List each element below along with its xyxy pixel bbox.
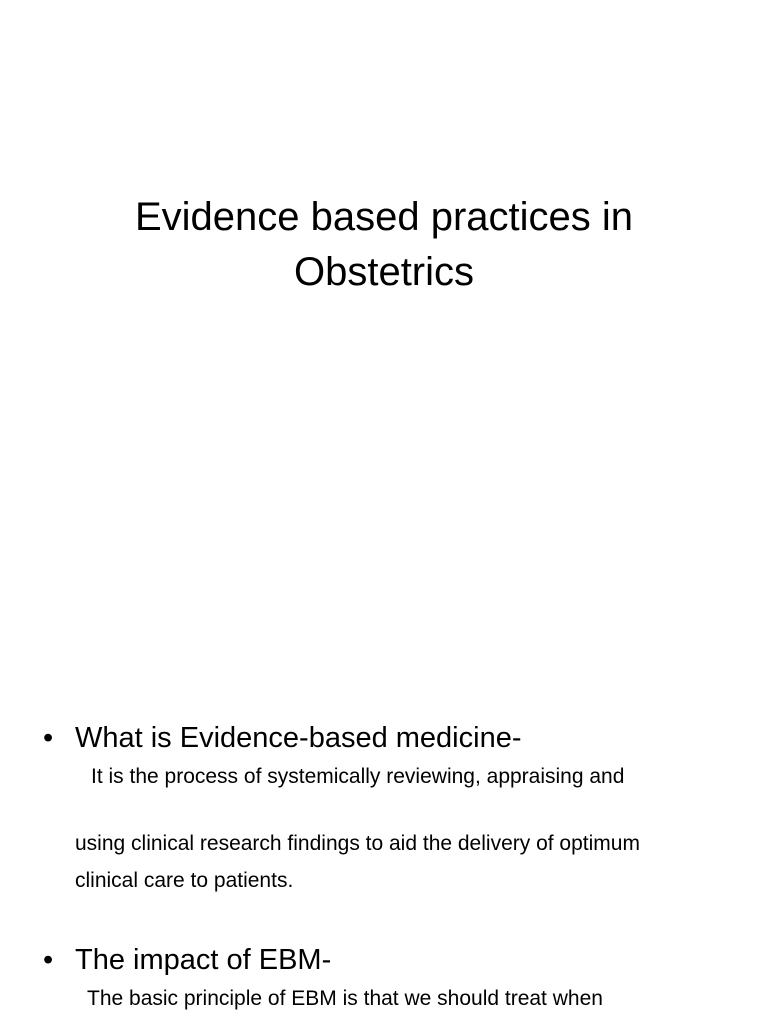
- bullet-heading: What is Evidence-based medicine-: [75, 722, 522, 754]
- body-text-line: It is the process of systemically reviewing, appraising and: [91, 765, 625, 788]
- body-text-line: The basic principle of EBM is that we should treat when: [87, 987, 603, 1010]
- slide-title-line-2: Obstetrics: [293, 250, 475, 294]
- body-text-line: using clinical research findings to aid the delivery of optimum: [75, 832, 640, 855]
- content-slide: [0, 700, 768, 1024]
- slide-title: [60, 190, 708, 300]
- slide-title-line-1: Evidence based practices in: [134, 195, 634, 239]
- bullet-icon: •: [43, 944, 54, 976]
- bullet-heading: The impact of EBM-: [75, 944, 332, 976]
- body-text-line: clinical care to patients.: [75, 869, 294, 892]
- bullet-icon: •: [43, 722, 54, 754]
